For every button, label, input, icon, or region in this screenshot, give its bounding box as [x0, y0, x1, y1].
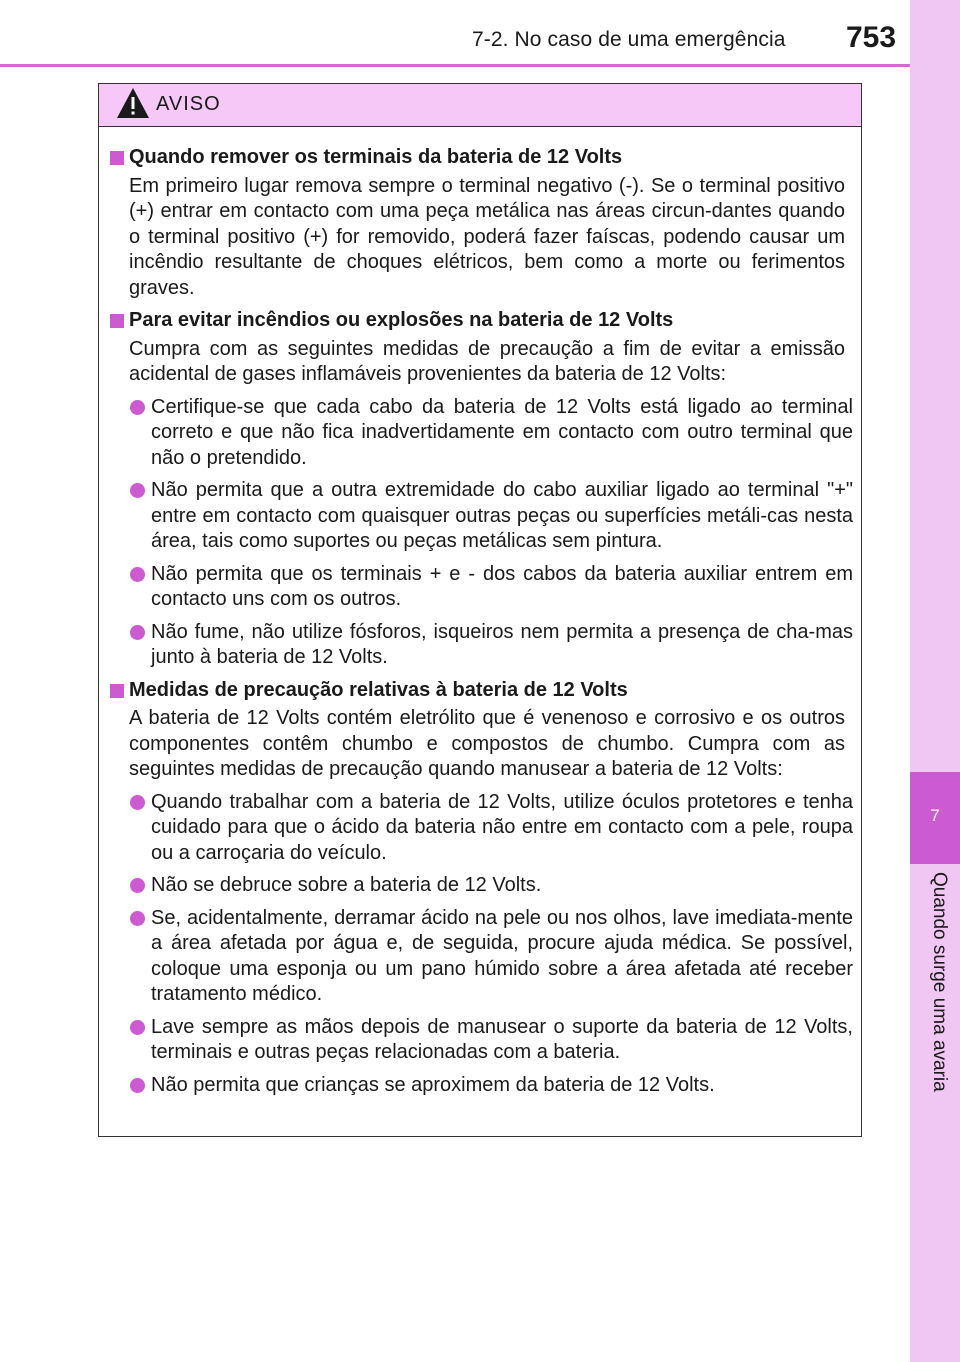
list-item: Quando trabalhar com a bateria de 12 Volts, utilize óculos protetores e tenha cuidado para que o ácido da bateria não entre em contacto com a pele, roupa ou a carroçaria do veículo.	[151, 790, 853, 867]
circle-bullet-icon	[130, 400, 145, 415]
chapter-title: Quando surge uma avaria	[929, 872, 950, 1092]
list-item: Não permita que a outra extremidade do cabo auxiliar ligado ao terminal "+" entre em contacto com quaisquer outras peças ou superfícies metáli-cas nesta área, tais como suportes ou peças metálicas sem pintura.	[151, 478, 853, 555]
warning-triangle-icon	[116, 87, 150, 119]
circle-bullet-icon	[130, 911, 145, 926]
circle-bullet-icon	[130, 878, 145, 893]
section-text: Cumpra com as seguintes medidas de precaução a fim de evitar a emissão acidental de gases inflamáveis provenientes da bateria de 12 Volts:	[129, 337, 845, 385]
list-item: Não se debruce sobre a bateria de 12 Volts.	[151, 873, 853, 899]
list-item: Não fume, não utilize fósforos, isqueiros nem permita a presença de cha-mas junto à bateria de 12 Volts.	[151, 620, 853, 671]
square-bullet-icon	[110, 684, 124, 698]
square-bullet-icon	[110, 151, 124, 165]
chapter-number: 7	[930, 806, 940, 825]
warning-label: AVISO	[156, 93, 221, 115]
square-bullet-icon	[110, 314, 124, 328]
warning-content	[99, 127, 861, 1098]
page-number: 753	[846, 21, 897, 54]
list-item: Não permita que os terminais + e - dos cabos da bateria auxiliar entrem em contacto uns com os outros.	[151, 562, 853, 613]
circle-bullet-icon	[130, 567, 145, 582]
circle-bullet-icon	[130, 483, 145, 498]
section-text: Em primeiro lugar remova sempre o terminal negativo (-). Se o terminal positivo (+) entrar em contacto com uma peça metálica nas áreas circun-dantes quando o terminal positivo (+) for removido, poderá fazer faíscas, podendo causar um incêndio resultante de choques elétricos, bem como a morte ou ferimentos graves.	[129, 174, 845, 299]
circle-bullet-icon	[130, 1020, 145, 1035]
header-rule	[0, 64, 910, 67]
section-title: Medidas de precaução relativas à bateria de 12 Volts	[107, 678, 853, 704]
circle-bullet-icon	[130, 625, 145, 640]
list-item: Certifique-se que cada cabo da bateria de 12 Volts está ligado ao terminal correto e que não fica inadvertidamente em contacto com outro terminal que não o pretendido.	[151, 395, 853, 472]
list-item: Lave sempre as mãos depois de manusear o suporte da bateria de 12 Volts, terminais e outras peças relacionadas com a bateria.	[151, 1015, 853, 1066]
section-title: Para evitar incêndios ou explosões na bateria de 12 Volts	[107, 308, 853, 334]
section-title: Quando remover os terminais da bateria de 12 Volts	[107, 145, 853, 171]
list-item: Se, acidentalmente, derramar ácido na pele ou nos olhos, lave imediata-mente a área afetada por água e, de seguida, procure ajuda médica. Se possível, coloque uma esponja ou um pano húmido sobre a área afetada até receber tratamento médico.	[151, 906, 853, 1008]
warning-box	[98, 83, 862, 1137]
header-section-title: 7-2. No caso de uma emergência	[472, 28, 786, 51]
list-item: Não permita que crianças se aproximem da bateria de 12 Volts.	[151, 1073, 853, 1099]
section-text: A bateria de 12 Volts contém eletrólito que é venenoso e corrosivo e os outros componentes contêm chumbo e compostos de chumbo. Cumpra com as seguintes medidas de precaução quando manusear a bateria de 12 Volts:	[129, 707, 845, 780]
warning-header	[99, 84, 861, 127]
circle-bullet-icon	[130, 795, 145, 810]
circle-bullet-icon	[130, 1078, 145, 1093]
